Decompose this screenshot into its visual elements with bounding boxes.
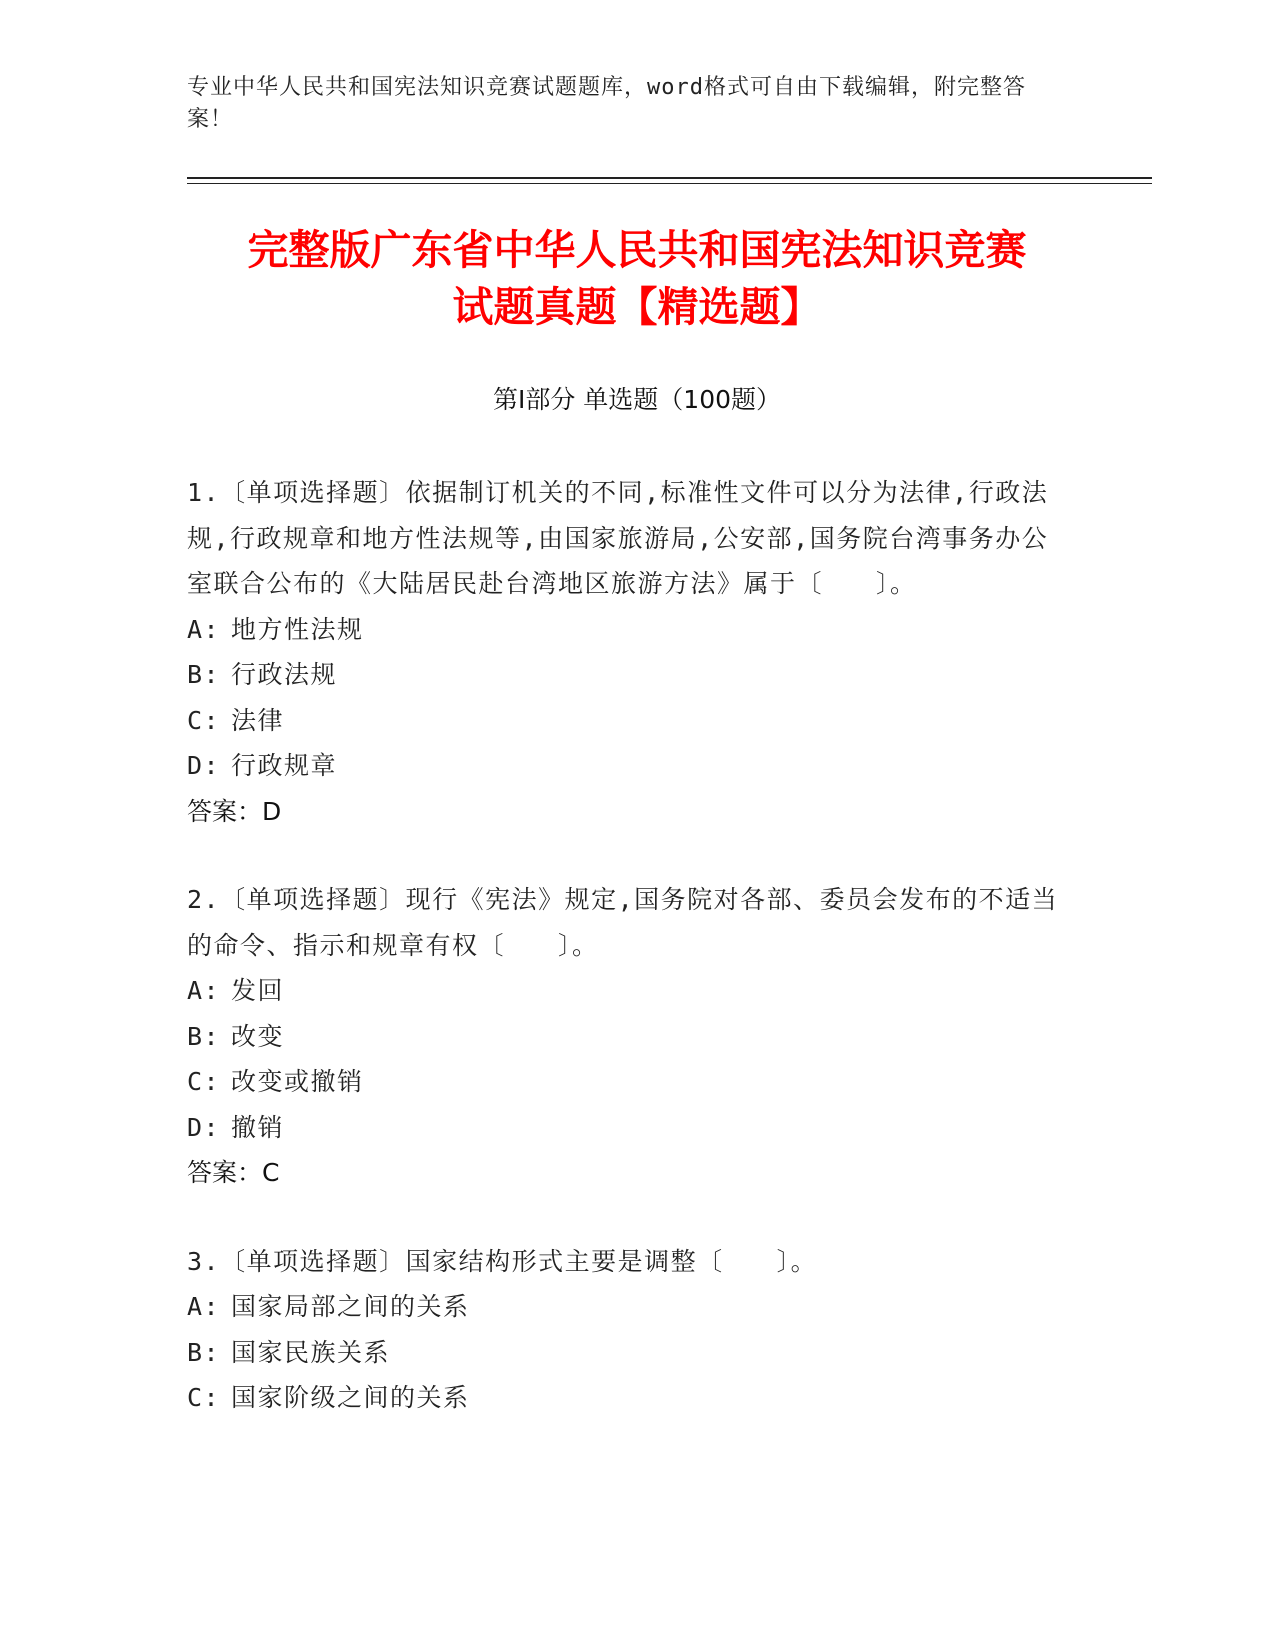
- option-b: [187, 1330, 1067, 1376]
- answer: 答案：C: [187, 1158, 280, 1187]
- option-a: [187, 607, 1067, 653]
- option-text: 改变: [231, 1021, 285, 1051]
- question-2: [187, 877, 1067, 1196]
- option-text: 国家阶级之间的关系: [231, 1383, 470, 1412]
- question-stem: 2.〔单项选择题〕现行《宪法》规定,国务院对各部、委员会发布的不适当的命令、指示和规章有权〔 〕。: [187, 885, 1059, 960]
- option-text: 国家民族关系: [231, 1337, 391, 1367]
- option-key: B:: [187, 660, 221, 689]
- option-key: B:: [187, 1337, 221, 1367]
- option-text: 法律: [231, 705, 285, 735]
- option-b: [187, 652, 1067, 698]
- answer: 答案：D: [187, 796, 282, 826]
- header-note: 专业中华人民共和国宪法知识竞赛试题题库，word格式可自由下载编辑，附完整答案！: [187, 75, 1026, 132]
- option-c: [187, 1375, 1067, 1421]
- option-text: 撤销: [231, 1112, 285, 1142]
- question-stem: 1.〔单项选择题〕依据制订机关的不同,标准性文件可以分为法律,行政法规,行政规章和地方性法规等,由国家旅游局,公安部,国务院台湾事务办公室联合公布的《大陆居民赴台湾地区旅游方法》属于〔 〕。: [187, 478, 1049, 598]
- option-c: [187, 698, 1067, 744]
- section-heading: 第Ⅰ部分 单选题（100题）: [492, 385, 782, 414]
- option-d: [187, 743, 1067, 789]
- option-key: A:: [187, 976, 221, 1005]
- option-d: [187, 1105, 1067, 1151]
- option-key: D:: [187, 751, 221, 780]
- option-text: 地方性法规: [231, 614, 364, 644]
- option-key: C:: [187, 705, 221, 735]
- option-text: 国家局部之间的关系: [231, 1292, 470, 1321]
- option-key: C:: [187, 1067, 221, 1096]
- option-text: 改变或撤销: [231, 1067, 364, 1096]
- option-c: [187, 1059, 1067, 1105]
- option-key: B:: [187, 1021, 221, 1051]
- option-a: [187, 968, 1067, 1014]
- header-rule: [187, 177, 1152, 179]
- document-title: [187, 222, 1087, 336]
- option-key: A:: [187, 614, 221, 644]
- title-line-2: 试题真题【精选题】: [452, 283, 822, 331]
- question-3: [187, 1239, 1067, 1421]
- option-key: A:: [187, 1292, 221, 1321]
- option-text: 行政法规: [231, 660, 338, 689]
- option-b: [187, 1014, 1067, 1060]
- option-key: D:: [187, 1112, 221, 1142]
- question-list: [187, 470, 1067, 1464]
- option-a: [187, 1284, 1067, 1330]
- question-stem: 3.〔单项选择题〕国家结构形式主要是调整〔 〕。: [187, 1246, 818, 1276]
- option-text: 发回: [231, 976, 285, 1005]
- option-key: C:: [187, 1383, 221, 1412]
- option-text: 行政规章: [231, 751, 338, 780]
- question-1: [187, 470, 1067, 834]
- header-rule-thin: [187, 183, 1152, 184]
- title-line-1: 完整版广东省中华人民共和国宪法知识竞赛: [247, 226, 1027, 274]
